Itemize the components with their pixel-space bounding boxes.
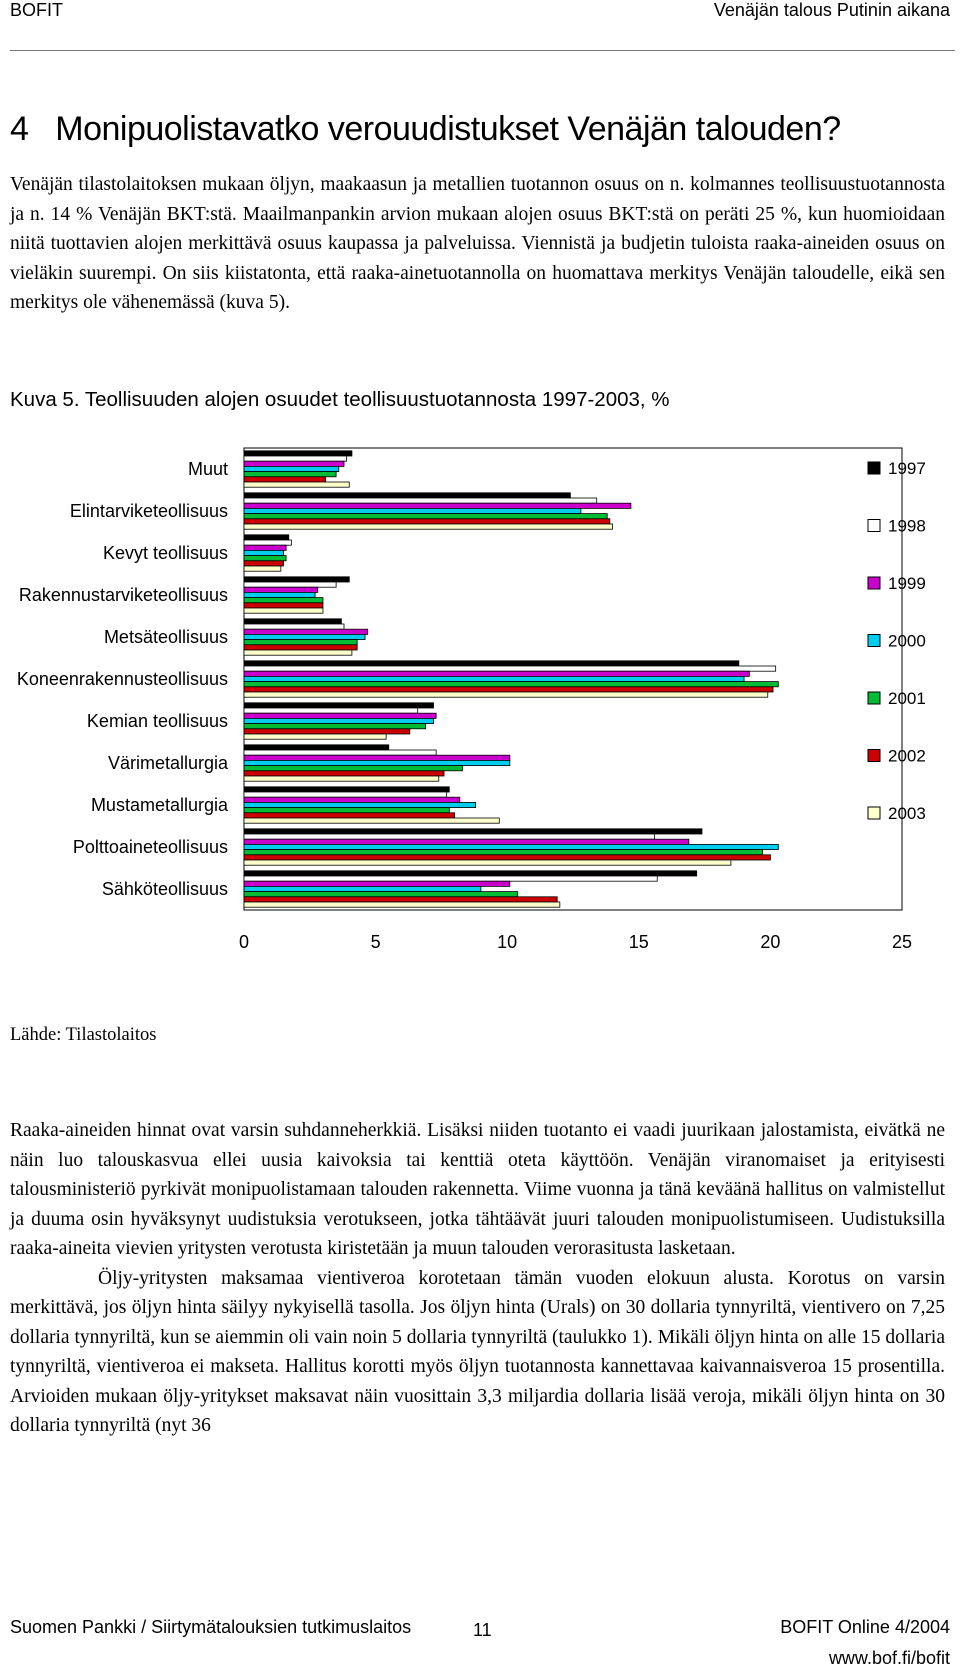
legend-swatch xyxy=(868,750,880,762)
bar xyxy=(244,682,778,687)
bar xyxy=(244,624,344,629)
bar xyxy=(244,566,281,571)
bar xyxy=(244,577,349,582)
bar xyxy=(244,802,476,807)
bar xyxy=(244,550,283,555)
category-label: Kevyt teollisuus xyxy=(102,543,228,563)
category-label: Sähköteollisuus xyxy=(101,879,228,899)
category-label: Muut xyxy=(187,459,228,479)
bar xyxy=(244,503,631,508)
bar xyxy=(244,755,510,760)
category-label: Elintarviketeollisuus xyxy=(69,501,228,521)
legend-label: 2003 xyxy=(888,804,926,823)
bar xyxy=(244,871,697,876)
chart-source: Lähde: Tilastolaitos xyxy=(10,1025,157,1045)
legend-label: 1999 xyxy=(888,574,926,593)
bar xyxy=(244,592,315,597)
bar xyxy=(244,886,481,891)
bar xyxy=(244,766,462,771)
bar xyxy=(244,850,763,855)
body-text xyxy=(10,1116,945,1441)
bar xyxy=(244,787,449,792)
bar xyxy=(244,477,326,482)
bar xyxy=(244,629,368,634)
bar xyxy=(244,792,447,797)
category-label: Kemian teollisuus xyxy=(86,711,228,731)
bar xyxy=(244,451,352,456)
bar xyxy=(244,829,702,834)
legend-swatch xyxy=(868,807,880,819)
bar xyxy=(244,860,731,865)
legend-swatch xyxy=(868,635,880,647)
bar xyxy=(244,776,439,781)
intro-paragraph xyxy=(10,170,945,318)
body-paragraph-1: Raaka-aineiden hinnat ovat varsin suhdanneherkkiä. Lisäksi niiden tuotanto ei vaadi juurikaan jalostamista, eivätkä ne näin luo talouskasvua ellei uusia kaivoksia tai kenttiä oteta käyttöön. Venäjän viranomaiset ja erityisesti talousministeriö pyrkivät monipuolistamaan talouden rakennetta. Viime vuonna ja tänä keväänä hallitus on valmistellut ja duuma osin hyväksynyt uudistuksia verotukseen, jotka tähtäävät juuri talouden monipuolistumiseen. Uudistuksilla raaka-aineita vievien yritysten verotusta kiristetään ja muun talouden verorasitusta lasketaan. xyxy=(10,1120,945,1259)
x-tick-label: 10 xyxy=(497,932,518,952)
bar xyxy=(244,619,341,624)
body-paragraph-2: Öljy-yritysten maksamaa vientiveroa korotetaan tämän vuoden elokuun alusta. Korotus on varsin merkittävä, jos öljyn hinta säilyy nykyisellä tasolla. Jos öljyn hinta (Urals) on 30 dollaria tynnyriltä, vientivero on 7,25 dollaria tynnyriltä, kun se aiemmin oli vain noin 5 dollaria tynnyriltä (taulukko 1). Mikäli öljyn hinta on alle 15 dollaria tynnyriltä, vientiveroa ei makseta. Hallitus korotti myös öljyn tuotannosta kannettavaa kaivannaisveroa 15 prosentilla. Arvioiden mukaan öljy-yritykset maksavat näin vuosittain 3,3 miljardia dollaria lisää veroja, mikäli öljyn hinta on 30 dollaria tynnyriltä (nyt 36 xyxy=(10,1267,945,1436)
bar xyxy=(244,724,426,729)
bar xyxy=(244,902,560,907)
bar xyxy=(244,797,460,802)
legend-label: 1998 xyxy=(888,516,926,536)
bar-chart xyxy=(0,440,960,960)
section-title: 4 Monipuolistavatko verouudistukset Venäjän talouden? xyxy=(10,110,841,148)
bar xyxy=(244,472,336,477)
bar xyxy=(244,729,410,734)
bar xyxy=(244,808,449,813)
bar xyxy=(244,676,744,681)
bar xyxy=(244,545,286,550)
figure-caption: Kuva 5. Teollisuuden alojen osuudet teollisuustuotannosta 1997-2003, % xyxy=(10,388,670,411)
x-tick-label: 5 xyxy=(370,932,381,952)
bar xyxy=(244,519,610,524)
bar xyxy=(244,640,357,645)
bar xyxy=(244,598,323,603)
footer-url: www.bof.fi/bofit xyxy=(828,1648,950,1668)
category-label: Polttoaineteollisuus xyxy=(72,837,228,857)
bar xyxy=(244,745,389,750)
x-tick-label: 20 xyxy=(760,932,781,952)
bar xyxy=(244,582,336,587)
bar xyxy=(244,713,436,718)
category-label: Koneenrakennusteollisuus xyxy=(16,669,228,689)
legend-swatch xyxy=(868,692,880,704)
header-right: Venäjän talous Putinin aikana xyxy=(713,0,950,20)
category-label: Metsäteollisuus xyxy=(103,627,228,647)
bar xyxy=(244,587,318,592)
bar xyxy=(244,561,283,566)
x-tick-label: 0 xyxy=(238,932,250,952)
bar xyxy=(244,703,434,708)
bar xyxy=(244,456,347,461)
bar xyxy=(244,834,655,839)
legend-label: 2001 xyxy=(888,689,926,708)
category-label: Rakennustarviketeollisuus xyxy=(18,585,228,605)
bar xyxy=(244,493,570,498)
bar xyxy=(244,461,344,466)
bar xyxy=(244,708,418,713)
bar xyxy=(244,771,444,776)
bar xyxy=(244,750,436,755)
legend-label: 2002 xyxy=(888,746,926,766)
bar xyxy=(244,608,323,613)
bar xyxy=(244,650,352,655)
bar xyxy=(244,839,689,844)
header-left: BOFIT xyxy=(10,0,63,20)
intro-paragraph-text: Venäjän tilastolaitoksen mukaan öljyn, maakaasun ja metallien tuotannon osuus on n. kolmannes teollisuustuotannosta ja n. 14 % Venäjän BKT:stä. Maailmanpankin arvion mukaan alojen osuus BKT:stä on peräti 25 %, kun huomioidaan niitä tuottavien alojen merkittävä osuus kaupassa ja palveluissa. Viennistä ja budjetin tuloista raaka-aineiden osuus on vieläkin suurempi. On siis kiistatonta, että raaka-ainetuotannolla on huomattava merkitys Venäjän taloudelle, eikä sen merkitys ole vähenemässä (kuva 5). xyxy=(10,174,945,313)
bar xyxy=(244,466,339,471)
bar xyxy=(244,892,518,897)
bar xyxy=(244,818,499,823)
header-rule xyxy=(10,50,955,51)
bar xyxy=(244,508,581,513)
x-tick-label: 25 xyxy=(891,932,913,952)
bar xyxy=(244,734,386,739)
bar xyxy=(244,881,510,886)
bar xyxy=(244,666,776,671)
legend-label: 1997 xyxy=(888,459,926,478)
x-tick-label: 15 xyxy=(628,932,649,952)
bar xyxy=(244,634,365,639)
category-label: Värimetallurgia xyxy=(107,753,228,773)
bar xyxy=(244,760,510,765)
bar xyxy=(244,671,749,676)
bar xyxy=(244,844,778,849)
bar xyxy=(244,876,657,881)
bar xyxy=(244,535,289,540)
footer-page-number: 11 xyxy=(473,1620,492,1640)
legend-swatch xyxy=(868,577,880,589)
bar xyxy=(244,897,557,902)
footer-publication: BOFIT Online 4/2004 xyxy=(780,1617,950,1637)
bar xyxy=(244,813,455,818)
bar xyxy=(244,692,768,697)
footer-left: Suomen Pankki / Siirtymätalouksien tutkimuslaitos xyxy=(10,1617,412,1637)
legend-swatch xyxy=(868,520,880,532)
legend-label: 2000 xyxy=(888,631,926,651)
bar xyxy=(244,645,357,650)
bar xyxy=(244,514,607,519)
bar xyxy=(244,498,597,503)
bar xyxy=(244,718,434,723)
bar xyxy=(244,603,323,608)
bar xyxy=(244,661,739,666)
category-label: Mustametallurgia xyxy=(90,795,228,815)
bar xyxy=(244,524,612,529)
bar xyxy=(244,687,773,692)
bar xyxy=(244,540,291,545)
bar xyxy=(244,482,349,487)
bar xyxy=(244,855,770,860)
legend-swatch xyxy=(868,462,880,474)
bar xyxy=(244,556,286,561)
